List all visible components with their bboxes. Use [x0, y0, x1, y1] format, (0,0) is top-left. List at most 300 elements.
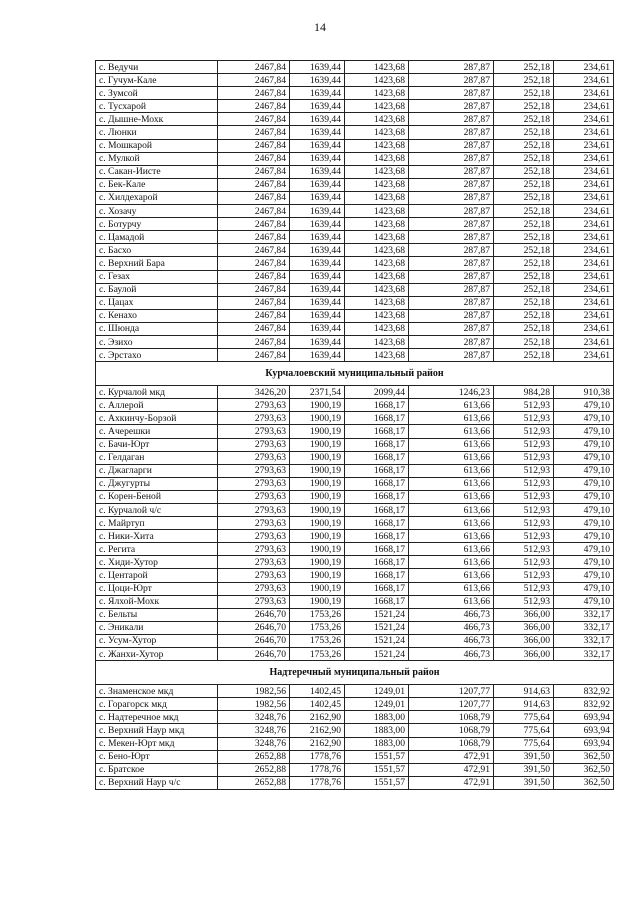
tariff-value-cell: 252,18	[494, 322, 554, 335]
tariff-value-cell: 1753,26	[290, 608, 345, 621]
tariff-value-cell: 234,61	[554, 61, 614, 74]
tariff-value-cell: 1668,17	[345, 451, 409, 464]
tariff-value-cell: 512,93	[494, 477, 554, 490]
settlement-name-cell: с. Сакан-Иисте	[96, 165, 218, 178]
tariff-value-cell: 362,50	[554, 763, 614, 776]
settlement-name-cell: с. Кенахо	[96, 309, 218, 322]
tariff-value-cell: 1423,68	[345, 100, 409, 113]
tariff-value-cell: 1668,17	[345, 504, 409, 517]
tariff-value-cell: 287,87	[409, 322, 494, 335]
tariff-value-cell: 832,92	[554, 685, 614, 698]
tariff-value-cell: 1639,44	[290, 178, 345, 191]
tariff-value-cell: 252,18	[494, 100, 554, 113]
settlement-name-cell: с. Курчалой ч/с	[96, 504, 218, 517]
tariff-value-cell: 252,18	[494, 87, 554, 100]
tariff-value-cell: 252,18	[494, 74, 554, 87]
table-row	[96, 543, 614, 556]
tariff-value-cell: 914,63	[494, 685, 554, 698]
table-row	[96, 698, 614, 711]
tariff-value-cell: 613,66	[409, 595, 494, 608]
table-row	[96, 283, 614, 296]
tariff-value-cell: 1753,26	[290, 648, 345, 661]
settlement-name-cell: с. Баулой	[96, 283, 218, 296]
tariff-value-cell: 613,66	[409, 412, 494, 425]
tariff-value-cell: 362,50	[554, 776, 614, 789]
tariff-value-cell: 1753,26	[290, 634, 345, 647]
tariff-value-cell: 1639,44	[290, 205, 345, 218]
tariff-value-cell: 2793,63	[218, 543, 290, 556]
tariff-value-cell: 252,18	[494, 349, 554, 362]
tariff-value-cell: 2467,84	[218, 87, 290, 100]
settlement-name-cell: с. Жанхи-Хутор	[96, 648, 218, 661]
tariff-value-cell: 479,10	[554, 543, 614, 556]
tariff-value-cell: 1423,68	[345, 61, 409, 74]
tariff-value-cell: 1423,68	[345, 244, 409, 257]
tariff-value-cell: 2652,88	[218, 763, 290, 776]
tariff-value-cell: 1068,79	[409, 711, 494, 724]
tariff-value-cell: 2793,63	[218, 399, 290, 412]
tariff-value-cell: 2793,63	[218, 438, 290, 451]
tariff-value-cell: 2646,70	[218, 608, 290, 621]
tariff-value-cell: 234,61	[554, 205, 614, 218]
tariff-value-cell: 234,61	[554, 165, 614, 178]
tariff-value-cell: 1668,17	[345, 464, 409, 477]
tariff-value-cell: 1521,24	[345, 608, 409, 621]
tariff-value-cell: 234,61	[554, 113, 614, 126]
settlement-name-cell: с. Хиди-Хутор	[96, 556, 218, 569]
table-row	[96, 270, 614, 283]
settlement-name-cell: с. Бачи-Юрт	[96, 438, 218, 451]
table-row	[96, 257, 614, 270]
tariff-value-cell: 1402,45	[290, 698, 345, 711]
tariff-value-cell: 234,61	[554, 322, 614, 335]
tariff-value-cell: 1900,19	[290, 477, 345, 490]
tariff-value-cell: 332,17	[554, 608, 614, 621]
tariff-value-cell: 613,66	[409, 530, 494, 543]
tariff-value-cell: 2793,63	[218, 517, 290, 530]
tariff-value-cell: 252,18	[494, 244, 554, 257]
tariff-value-cell: 1423,68	[345, 178, 409, 191]
section-title: Надтеречный муниципальный район	[96, 661, 614, 685]
tariff-value-cell: 512,93	[494, 595, 554, 608]
tariff-value-cell: 910,38	[554, 386, 614, 399]
tariff-value-cell: 984,28	[494, 386, 554, 399]
tariff-value-cell: 1423,68	[345, 296, 409, 309]
tariff-value-cell: 1423,68	[345, 335, 409, 348]
tariff-value-cell: 252,18	[494, 218, 554, 231]
table-row	[96, 530, 614, 543]
tariff-value-cell: 2793,63	[218, 530, 290, 543]
tariff-value-cell: 1778,76	[290, 763, 345, 776]
table-row	[96, 595, 614, 608]
table-row	[96, 412, 614, 425]
tariff-value-cell: 512,93	[494, 438, 554, 451]
tariff-value-cell: 1423,68	[345, 309, 409, 322]
tariff-value-cell: 366,00	[494, 648, 554, 661]
settlement-name-cell: с. Джугурты	[96, 477, 218, 490]
tariff-value-cell: 2467,84	[218, 152, 290, 165]
tariff-value-cell: 1900,19	[290, 556, 345, 569]
tariff-value-cell: 2652,88	[218, 776, 290, 789]
tariff-value-cell: 287,87	[409, 152, 494, 165]
tariff-value-cell: 2467,84	[218, 296, 290, 309]
tariff-value-cell: 1639,44	[290, 244, 345, 257]
tariff-value-cell: 2467,84	[218, 100, 290, 113]
tariff-value-cell: 1423,68	[345, 139, 409, 152]
tariff-value-cell: 479,10	[554, 425, 614, 438]
tariff-value-cell: 1900,19	[290, 517, 345, 530]
tariff-value-cell: 472,91	[409, 763, 494, 776]
table-row	[96, 504, 614, 517]
tariff-value-cell: 252,18	[494, 257, 554, 270]
tariff-value-cell: 2467,84	[218, 74, 290, 87]
tariff-value-cell: 252,18	[494, 61, 554, 74]
table-row	[96, 191, 614, 204]
tariff-value-cell: 1639,44	[290, 309, 345, 322]
tariff-value-cell: 1668,17	[345, 399, 409, 412]
tariff-value-cell: 287,87	[409, 349, 494, 362]
tariff-value-cell: 287,87	[409, 231, 494, 244]
settlement-name-cell: с. Мекен-Юрт мкд	[96, 737, 218, 750]
tariff-value-cell: 613,66	[409, 517, 494, 530]
tariff-value-cell: 234,61	[554, 270, 614, 283]
tariff-value-cell: 252,18	[494, 165, 554, 178]
tariff-value-cell: 1402,45	[290, 685, 345, 698]
settlement-name-cell: с. Регита	[96, 543, 218, 556]
tariff-value-cell: 1423,68	[345, 283, 409, 296]
tariff-value-cell: 2467,84	[218, 191, 290, 204]
table-row	[96, 776, 614, 789]
tariff-value-cell: 1639,44	[290, 218, 345, 231]
tariff-value-cell: 234,61	[554, 178, 614, 191]
table-row	[96, 386, 614, 399]
tariff-value-cell: 2467,84	[218, 165, 290, 178]
tariff-value-cell: 1900,19	[290, 569, 345, 582]
tariff-value-cell: 832,92	[554, 698, 614, 711]
tariff-value-cell: 775,64	[494, 711, 554, 724]
tariff-value-cell: 693,94	[554, 737, 614, 750]
tariff-value-cell: 252,18	[494, 231, 554, 244]
tariff-value-cell: 234,61	[554, 309, 614, 322]
tariff-value-cell: 2467,84	[218, 218, 290, 231]
tariff-value-cell: 2646,70	[218, 648, 290, 661]
tariff-value-cell: 613,66	[409, 464, 494, 477]
tariff-value-cell: 287,87	[409, 61, 494, 74]
tariff-value-cell: 613,66	[409, 451, 494, 464]
table-row	[96, 349, 614, 362]
tariff-value-cell: 1249,01	[345, 685, 409, 698]
settlement-name-cell: с. Верхний Бара	[96, 257, 218, 270]
tariff-value-cell: 1639,44	[290, 126, 345, 139]
tariff-value-cell: 287,87	[409, 283, 494, 296]
table-row	[96, 477, 614, 490]
tariff-value-cell: 287,87	[409, 191, 494, 204]
tariff-value-cell: 1423,68	[345, 87, 409, 100]
tariff-value-cell: 2793,63	[218, 464, 290, 477]
tariff-value-cell: 512,93	[494, 543, 554, 556]
tariff-value-cell: 234,61	[554, 126, 614, 139]
tariff-value-cell: 1883,00	[345, 711, 409, 724]
tariff-value-cell: 234,61	[554, 231, 614, 244]
tariff-value-cell: 287,87	[409, 74, 494, 87]
tariff-value-cell: 252,18	[494, 126, 554, 139]
table-row	[96, 763, 614, 776]
tariff-value-cell: 234,61	[554, 349, 614, 362]
section-title: Курчалоевский муниципальный район	[96, 362, 614, 386]
section-header-row	[96, 661, 614, 685]
table-row	[96, 152, 614, 165]
tariff-value-cell: 1423,68	[345, 191, 409, 204]
settlement-name-cell: с. Зумсой	[96, 87, 218, 100]
tariff-value-cell: 1639,44	[290, 349, 345, 362]
settlement-name-cell: с. Аллерой	[96, 399, 218, 412]
tariff-value-cell: 391,50	[494, 750, 554, 763]
settlement-name-cell: с. Братское	[96, 763, 218, 776]
tariff-value-cell: 252,18	[494, 178, 554, 191]
tariff-value-cell: 693,94	[554, 711, 614, 724]
tariff-value-cell: 479,10	[554, 464, 614, 477]
tariff-value-cell: 287,87	[409, 335, 494, 348]
tariff-value-cell: 1068,79	[409, 737, 494, 750]
tariff-value-cell: 287,87	[409, 257, 494, 270]
tariff-value-cell: 2646,70	[218, 634, 290, 647]
tariff-value-cell: 1207,77	[409, 698, 494, 711]
tariff-value-cell: 3248,76	[218, 711, 290, 724]
tariff-value-cell: 234,61	[554, 139, 614, 152]
table-row	[96, 517, 614, 530]
tariff-value-cell: 1639,44	[290, 152, 345, 165]
tariff-value-cell: 613,66	[409, 477, 494, 490]
tariff-value-cell: 1668,17	[345, 530, 409, 543]
settlement-name-cell: с. Верхний Наур мкд	[96, 724, 218, 737]
table-row	[96, 750, 614, 763]
settlement-name-cell: с. Курчалой мкд	[96, 386, 218, 399]
tariff-value-cell: 1639,44	[290, 270, 345, 283]
tariff-value-cell: 252,18	[494, 309, 554, 322]
tariff-value-cell: 775,64	[494, 724, 554, 737]
settlement-name-cell: с. Горагорск мкд	[96, 698, 218, 711]
tariff-value-cell: 1423,68	[345, 165, 409, 178]
tariff-value-cell: 1982,56	[218, 698, 290, 711]
tariff-value-cell: 287,87	[409, 178, 494, 191]
tariff-value-cell: 1639,44	[290, 165, 345, 178]
tariff-value-cell: 3248,76	[218, 737, 290, 750]
table-row	[96, 556, 614, 569]
tariff-value-cell: 1900,19	[290, 438, 345, 451]
tariff-value-cell: 1551,57	[345, 763, 409, 776]
tariff-value-cell: 613,66	[409, 490, 494, 503]
page-number: 14	[314, 20, 326, 34]
tariff-value-cell: 466,73	[409, 608, 494, 621]
tariff-value-cell: 1639,44	[290, 139, 345, 152]
settlement-name-cell: с. Цоци-Юрт	[96, 582, 218, 595]
tariff-value-cell: 512,93	[494, 569, 554, 582]
settlement-name-cell: с. Бено-Юрт	[96, 750, 218, 763]
tariff-value-cell: 252,18	[494, 296, 554, 309]
tariff-value-cell: 366,00	[494, 621, 554, 634]
table-row	[96, 685, 614, 698]
tariff-value-cell: 472,91	[409, 750, 494, 763]
settlement-name-cell: с. Центарой	[96, 569, 218, 582]
tariff-value-cell: 3426,20	[218, 386, 290, 399]
table-row	[96, 87, 614, 100]
tariff-value-cell: 366,00	[494, 608, 554, 621]
tariff-value-cell: 1207,77	[409, 685, 494, 698]
settlement-name-cell: с. Корен-Беной	[96, 490, 218, 503]
tariff-value-cell: 1639,44	[290, 257, 345, 270]
tariff-value-cell: 1900,19	[290, 543, 345, 556]
settlement-name-cell: с. Эрстахо	[96, 349, 218, 362]
tariff-value-cell: 479,10	[554, 438, 614, 451]
settlement-name-cell: с. Дышне-Мохк	[96, 113, 218, 126]
table-row	[96, 648, 614, 661]
tariff-value-cell: 1668,17	[345, 582, 409, 595]
tariff-value-cell: 1668,17	[345, 543, 409, 556]
tariff-value-cell: 479,10	[554, 399, 614, 412]
table-row	[96, 621, 614, 634]
tariff-value-cell: 2467,84	[218, 231, 290, 244]
table-row	[96, 100, 614, 113]
tariff-value-cell: 693,94	[554, 724, 614, 737]
tariff-value-cell: 1668,17	[345, 477, 409, 490]
tariff-value-cell: 479,10	[554, 582, 614, 595]
tariff-value-cell: 479,10	[554, 451, 614, 464]
tariff-value-cell: 332,17	[554, 648, 614, 661]
settlement-name-cell: с. Гелдаган	[96, 451, 218, 464]
tariff-value-cell: 2467,84	[218, 270, 290, 283]
tariff-value-cell: 252,18	[494, 283, 554, 296]
tariff-value-cell: 234,61	[554, 87, 614, 100]
tariff-value-cell: 3248,76	[218, 724, 290, 737]
tariff-value-cell: 234,61	[554, 335, 614, 348]
tariff-value-cell: 287,87	[409, 139, 494, 152]
tariff-value-cell: 466,73	[409, 648, 494, 661]
tariff-value-cell: 1900,19	[290, 399, 345, 412]
tariff-value-cell: 512,93	[494, 582, 554, 595]
tariff-value-cell: 287,87	[409, 270, 494, 283]
table-row	[96, 634, 614, 647]
settlement-name-cell: с. Верхний Наур ч/с	[96, 776, 218, 789]
tariff-value-cell: 2467,84	[218, 205, 290, 218]
tariff-value-cell: 1423,68	[345, 152, 409, 165]
tariff-value-cell: 775,64	[494, 737, 554, 750]
tariff-value-cell: 252,18	[494, 113, 554, 126]
tariff-value-cell: 2467,84	[218, 139, 290, 152]
settlement-name-cell: с. Эзихо	[96, 335, 218, 348]
table-row	[96, 296, 614, 309]
tariff-value-cell: 2099,44	[345, 386, 409, 399]
tariff-value-cell: 362,50	[554, 750, 614, 763]
table-row	[96, 218, 614, 231]
tariff-value-cell: 2793,63	[218, 477, 290, 490]
tariff-value-cell: 287,87	[409, 100, 494, 113]
tariff-value-cell: 512,93	[494, 556, 554, 569]
tariff-value-cell: 2793,63	[218, 556, 290, 569]
tariff-value-cell: 1246,23	[409, 386, 494, 399]
tariff-value-cell: 2371,54	[290, 386, 345, 399]
tariff-value-cell: 252,18	[494, 139, 554, 152]
settlement-name-cell: с. Знаменское мкд	[96, 685, 218, 698]
table-row	[96, 322, 614, 335]
tariff-value-cell: 1900,19	[290, 490, 345, 503]
tariff-value-cell: 234,61	[554, 257, 614, 270]
tariff-value-cell: 613,66	[409, 504, 494, 517]
tariff-value-cell: 1423,68	[345, 322, 409, 335]
tariff-value-cell: 1639,44	[290, 231, 345, 244]
table-row	[96, 438, 614, 451]
tariff-value-cell: 234,61	[554, 283, 614, 296]
tariff-value-cell: 466,73	[409, 621, 494, 634]
tariff-value-cell: 512,93	[494, 451, 554, 464]
tariff-value-cell: 479,10	[554, 595, 614, 608]
tariff-value-cell: 287,87	[409, 296, 494, 309]
tariff-value-cell: 466,73	[409, 634, 494, 647]
settlement-name-cell: с. Ялхой-Мохк	[96, 595, 218, 608]
tariff-value-cell: 252,18	[494, 335, 554, 348]
tariff-value-cell: 1883,00	[345, 737, 409, 750]
tariff-value-cell: 1249,01	[345, 698, 409, 711]
tariff-value-cell: 1423,68	[345, 231, 409, 244]
tariff-value-cell: 2467,84	[218, 244, 290, 257]
tariff-value-cell: 1900,19	[290, 464, 345, 477]
tariff-value-cell: 613,66	[409, 582, 494, 595]
settlement-name-cell: с. Басхо	[96, 244, 218, 257]
tariff-value-cell: 1639,44	[290, 61, 345, 74]
tariff-value-cell: 1423,68	[345, 270, 409, 283]
settlement-name-cell: с. Эникали	[96, 621, 218, 634]
tariff-value-cell: 479,10	[554, 490, 614, 503]
tariff-value-cell: 2793,63	[218, 504, 290, 517]
tariff-value-cell: 1423,68	[345, 74, 409, 87]
table-row	[96, 451, 614, 464]
tariff-value-cell: 1639,44	[290, 322, 345, 335]
settlement-name-cell: с. Бельты	[96, 608, 218, 621]
tariff-value-cell: 512,93	[494, 490, 554, 503]
settlement-name-cell: с. Бек-Кале	[96, 178, 218, 191]
tariff-value-cell: 613,66	[409, 425, 494, 438]
tariff-value-cell: 2467,84	[218, 126, 290, 139]
tariff-value-cell: 2467,84	[218, 349, 290, 362]
tariff-value-cell: 252,18	[494, 152, 554, 165]
table-row	[96, 231, 614, 244]
tariff-value-cell: 1900,19	[290, 425, 345, 438]
tariff-value-cell: 512,93	[494, 399, 554, 412]
tariff-value-cell: 1668,17	[345, 438, 409, 451]
tariff-value-cell: 2467,84	[218, 178, 290, 191]
tariff-value-cell: 613,66	[409, 569, 494, 582]
tariff-value-cell: 287,87	[409, 165, 494, 178]
tariff-value-cell: 391,50	[494, 776, 554, 789]
table-row	[96, 608, 614, 621]
tariff-value-cell: 287,87	[409, 113, 494, 126]
table-row	[96, 165, 614, 178]
settlement-name-cell: с. Гезах	[96, 270, 218, 283]
tariff-value-cell: 1521,24	[345, 621, 409, 634]
tariff-value-cell: 479,10	[554, 412, 614, 425]
settlement-name-cell: с. Ачерешки	[96, 425, 218, 438]
tariff-value-cell: 287,87	[409, 87, 494, 100]
tariff-value-cell: 914,63	[494, 698, 554, 711]
tariff-value-cell: 1423,68	[345, 257, 409, 270]
table-row	[96, 113, 614, 126]
tariff-value-cell: 479,10	[554, 477, 614, 490]
tariff-value-cell: 287,87	[409, 244, 494, 257]
tariff-value-cell: 479,10	[554, 504, 614, 517]
tariff-value-cell: 1423,68	[345, 205, 409, 218]
table-row	[96, 335, 614, 348]
tariff-value-cell: 1900,19	[290, 412, 345, 425]
settlement-name-cell: с. Майртуп	[96, 517, 218, 530]
